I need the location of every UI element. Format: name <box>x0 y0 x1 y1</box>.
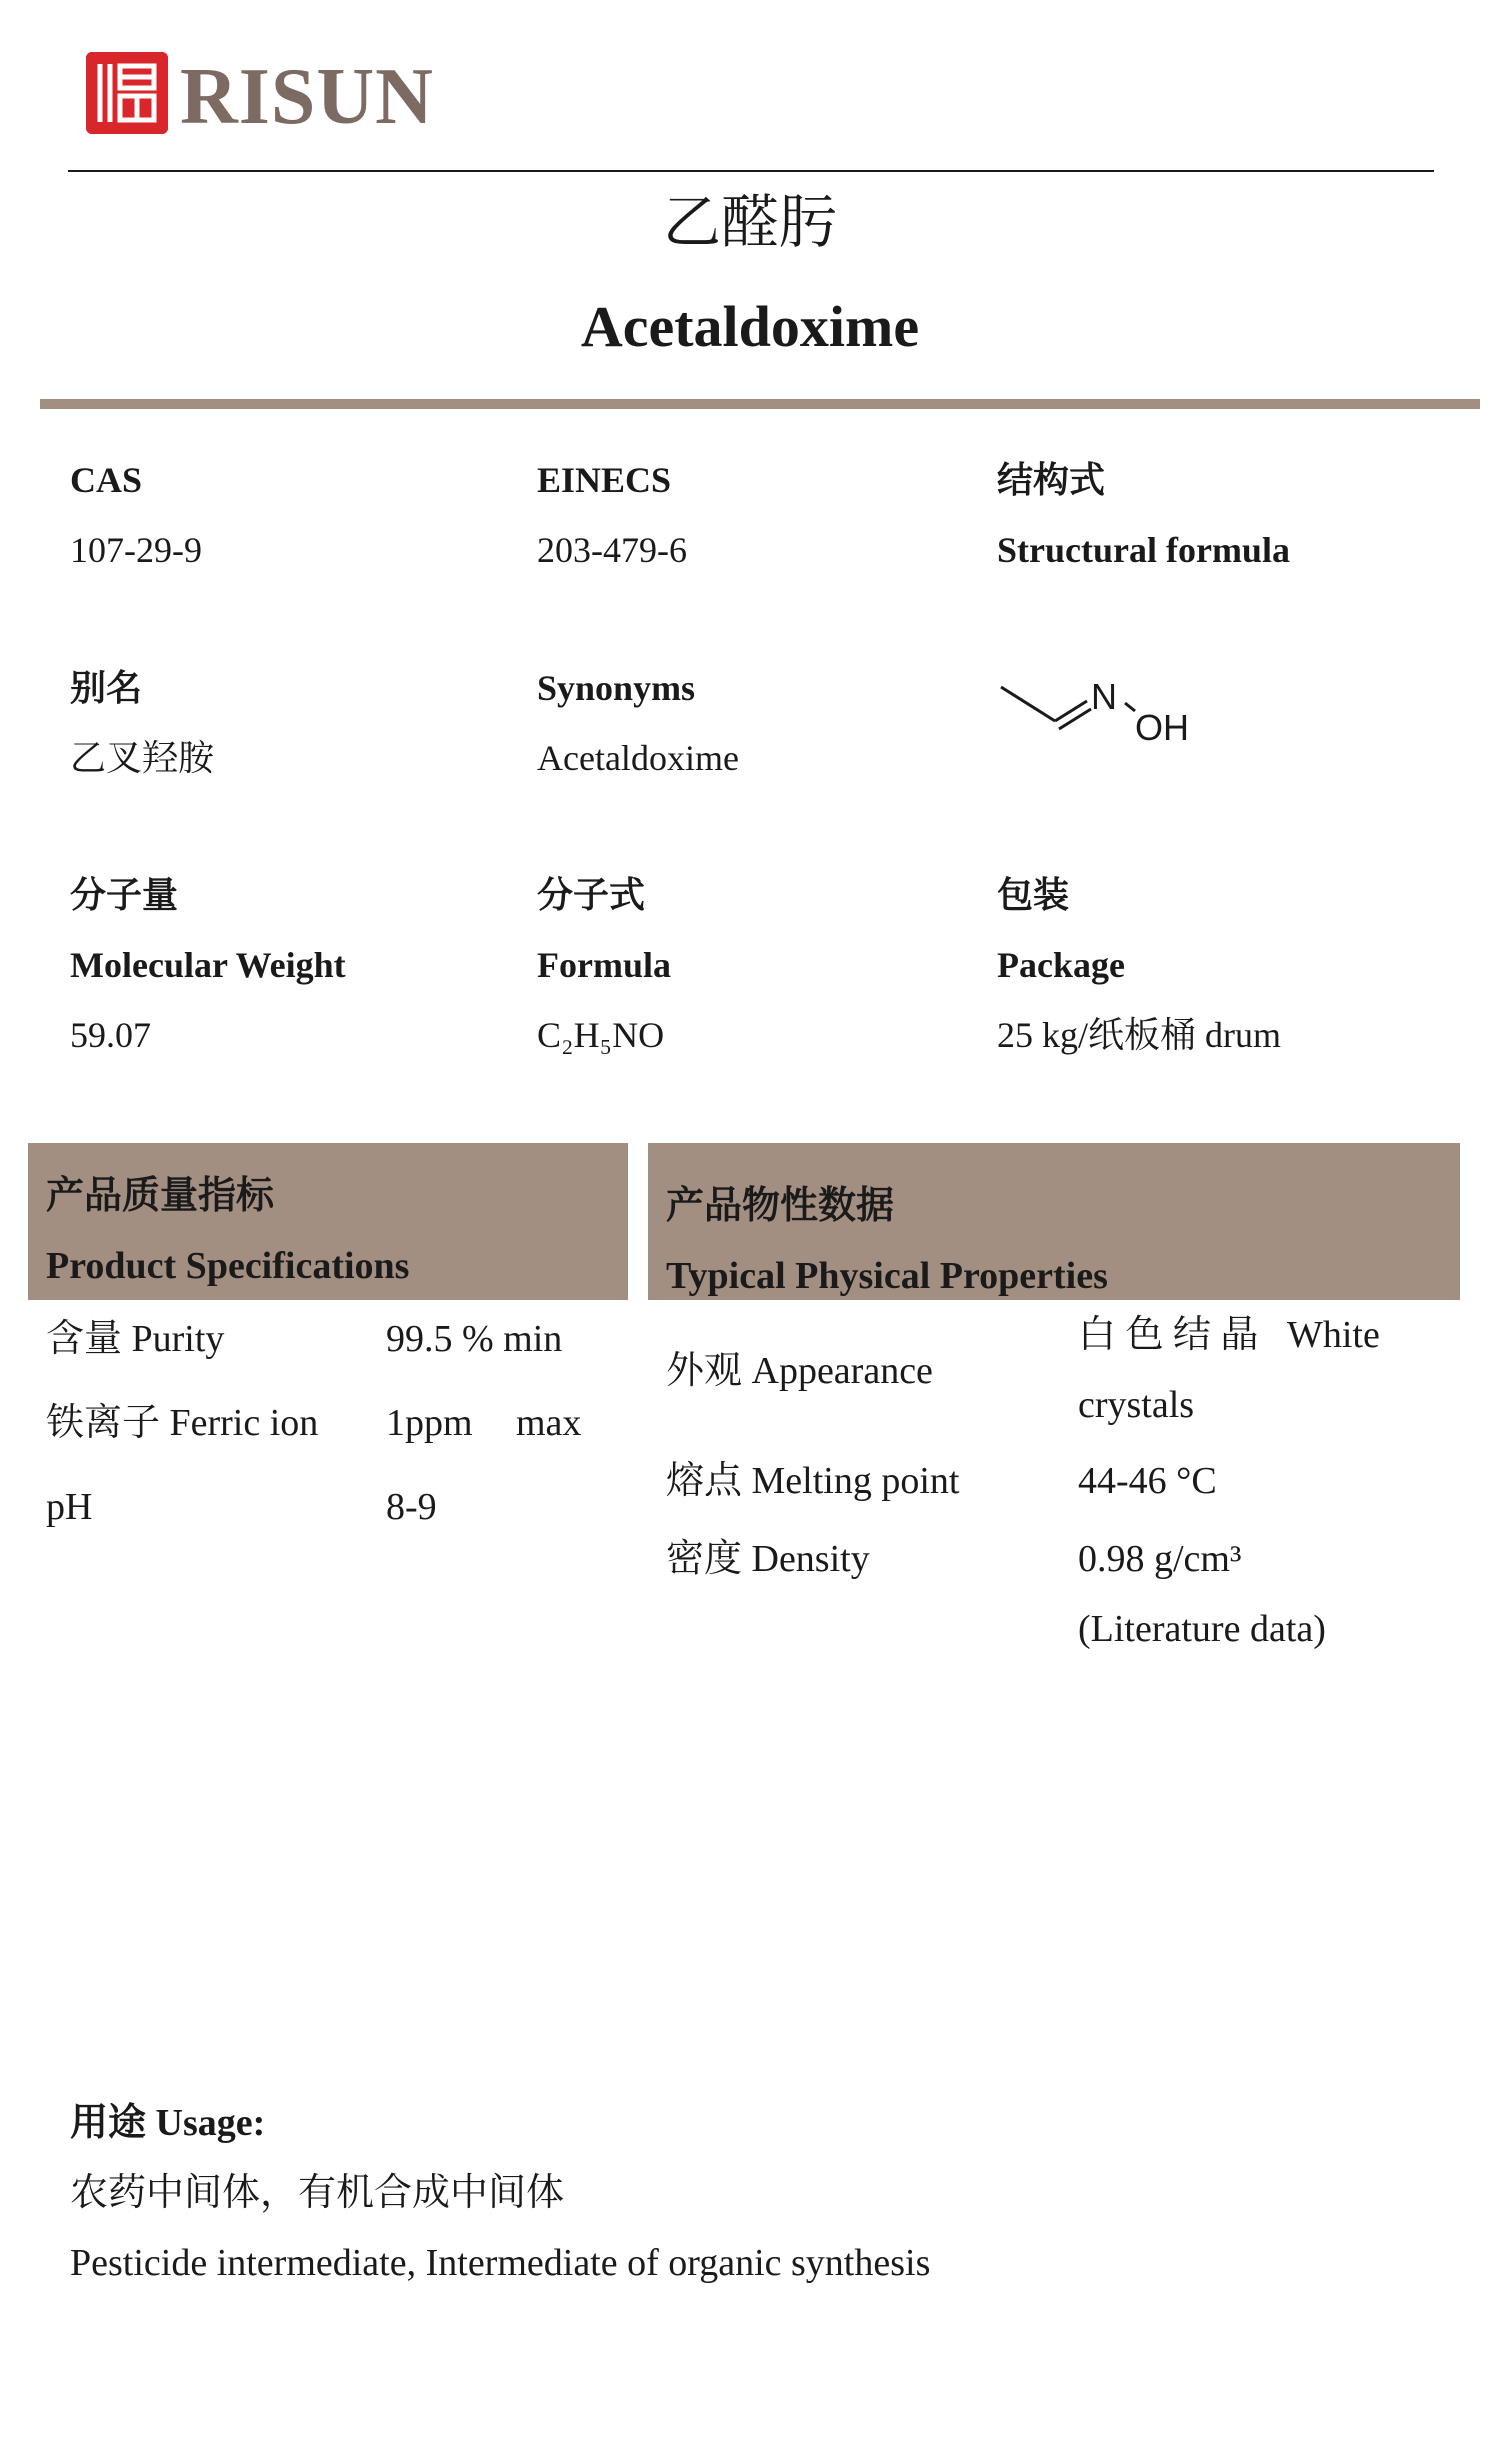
brand-name: RISUN <box>180 53 434 141</box>
formula-value: C₂H₅NO <box>537 1015 665 1055</box>
logo-icon <box>86 52 168 134</box>
physical-title-cn: 产品物性数据 <box>666 1185 895 1227</box>
literature-note: (Literature data) <box>1078 1608 1326 1650</box>
spec-row-ferric-extra: max <box>516 1402 582 1444</box>
appearance-value-line2: crystals <box>1078 1384 1195 1426</box>
formula-label-en: Formula <box>537 945 671 985</box>
alias-value: 乙叉羟胺 <box>70 738 215 778</box>
synonyms-label: Synonyms <box>537 668 696 708</box>
mw-value: 59.07 <box>70 1015 151 1055</box>
brand-logo-mark <box>86 52 168 134</box>
density-name: 密度 Density <box>666 1538 870 1580</box>
spec-row-ferric-name: 铁离子 Ferric ion <box>46 1402 319 1444</box>
physical-title-en: Typical Physical Properties <box>666 1255 1108 1297</box>
spec-row-ferric-value: 1ppm <box>386 1402 473 1444</box>
structure-label-en: Structural formula <box>997 530 1290 570</box>
structural-formula-diagram <box>995 665 1225 755</box>
usage-line-cn: 农药中间体，有机合成中间体 <box>70 2172 565 2214</box>
package-label-cn: 包装 <box>997 875 1070 915</box>
specs-header <box>28 1143 628 1300</box>
spec-row-purity-name: 含量 Purity <box>46 1318 225 1360</box>
specs-title-cn: 产品质量指标 <box>46 1175 275 1217</box>
bond-c-c <box>1001 687 1055 721</box>
einecs-label: EINECS <box>537 460 672 500</box>
formula-label-cn: 分子式 <box>537 875 646 915</box>
title-divider <box>40 399 1480 409</box>
spec-row-ph-name: pH <box>46 1486 93 1528</box>
mw-label-en: Molecular Weight <box>70 945 346 985</box>
melting-point-value: 44-46 °C <box>1078 1460 1217 1502</box>
bond-c-n-2 <box>1059 709 1091 729</box>
appearance-value-line1: 白 色 结 晶 White <box>1078 1314 1380 1356</box>
physical-header <box>648 1143 1460 1300</box>
atom-oh: OH <box>1135 707 1189 748</box>
appearance-name: 外观 Appearance <box>666 1350 933 1392</box>
cas-label: CAS <box>70 460 143 500</box>
spec-row-ph-value: 8-9 <box>386 1486 437 1528</box>
cas-value: 107-29-9 <box>70 530 202 570</box>
product-title-cn: 乙醛肟 <box>662 190 837 255</box>
melting-point-name: 熔点 Melting point <box>666 1460 960 1502</box>
alias-label: 别名 <box>70 668 143 708</box>
package-label-en: Package <box>997 945 1125 985</box>
product-title-en: Acetaldoxime <box>580 294 920 359</box>
specs-title-en: Product Specifications <box>46 1245 410 1287</box>
structure-label-cn: 结构式 <box>997 460 1106 500</box>
usage-label: 用途 Usage: <box>70 2102 266 2144</box>
bond-c-n-1 <box>1055 701 1087 721</box>
density-value: 0.98 g/cm³ <box>1078 1538 1242 1580</box>
package-value: 25 kg/纸板桶 drum <box>997 1015 1281 1055</box>
header-divider <box>68 170 1434 172</box>
bond-n-o <box>1125 703 1135 711</box>
mw-label-cn: 分子量 <box>70 875 179 915</box>
usage-line-en: Pesticide intermediate, Intermediate of organic synthesis <box>70 2242 931 2284</box>
synonyms-value: Acetaldoxime <box>537 738 739 778</box>
einecs-value: 203-479-6 <box>537 530 687 570</box>
spec-row-purity-value: 99.5 % min <box>386 1318 563 1360</box>
atom-n: N <box>1091 676 1117 717</box>
